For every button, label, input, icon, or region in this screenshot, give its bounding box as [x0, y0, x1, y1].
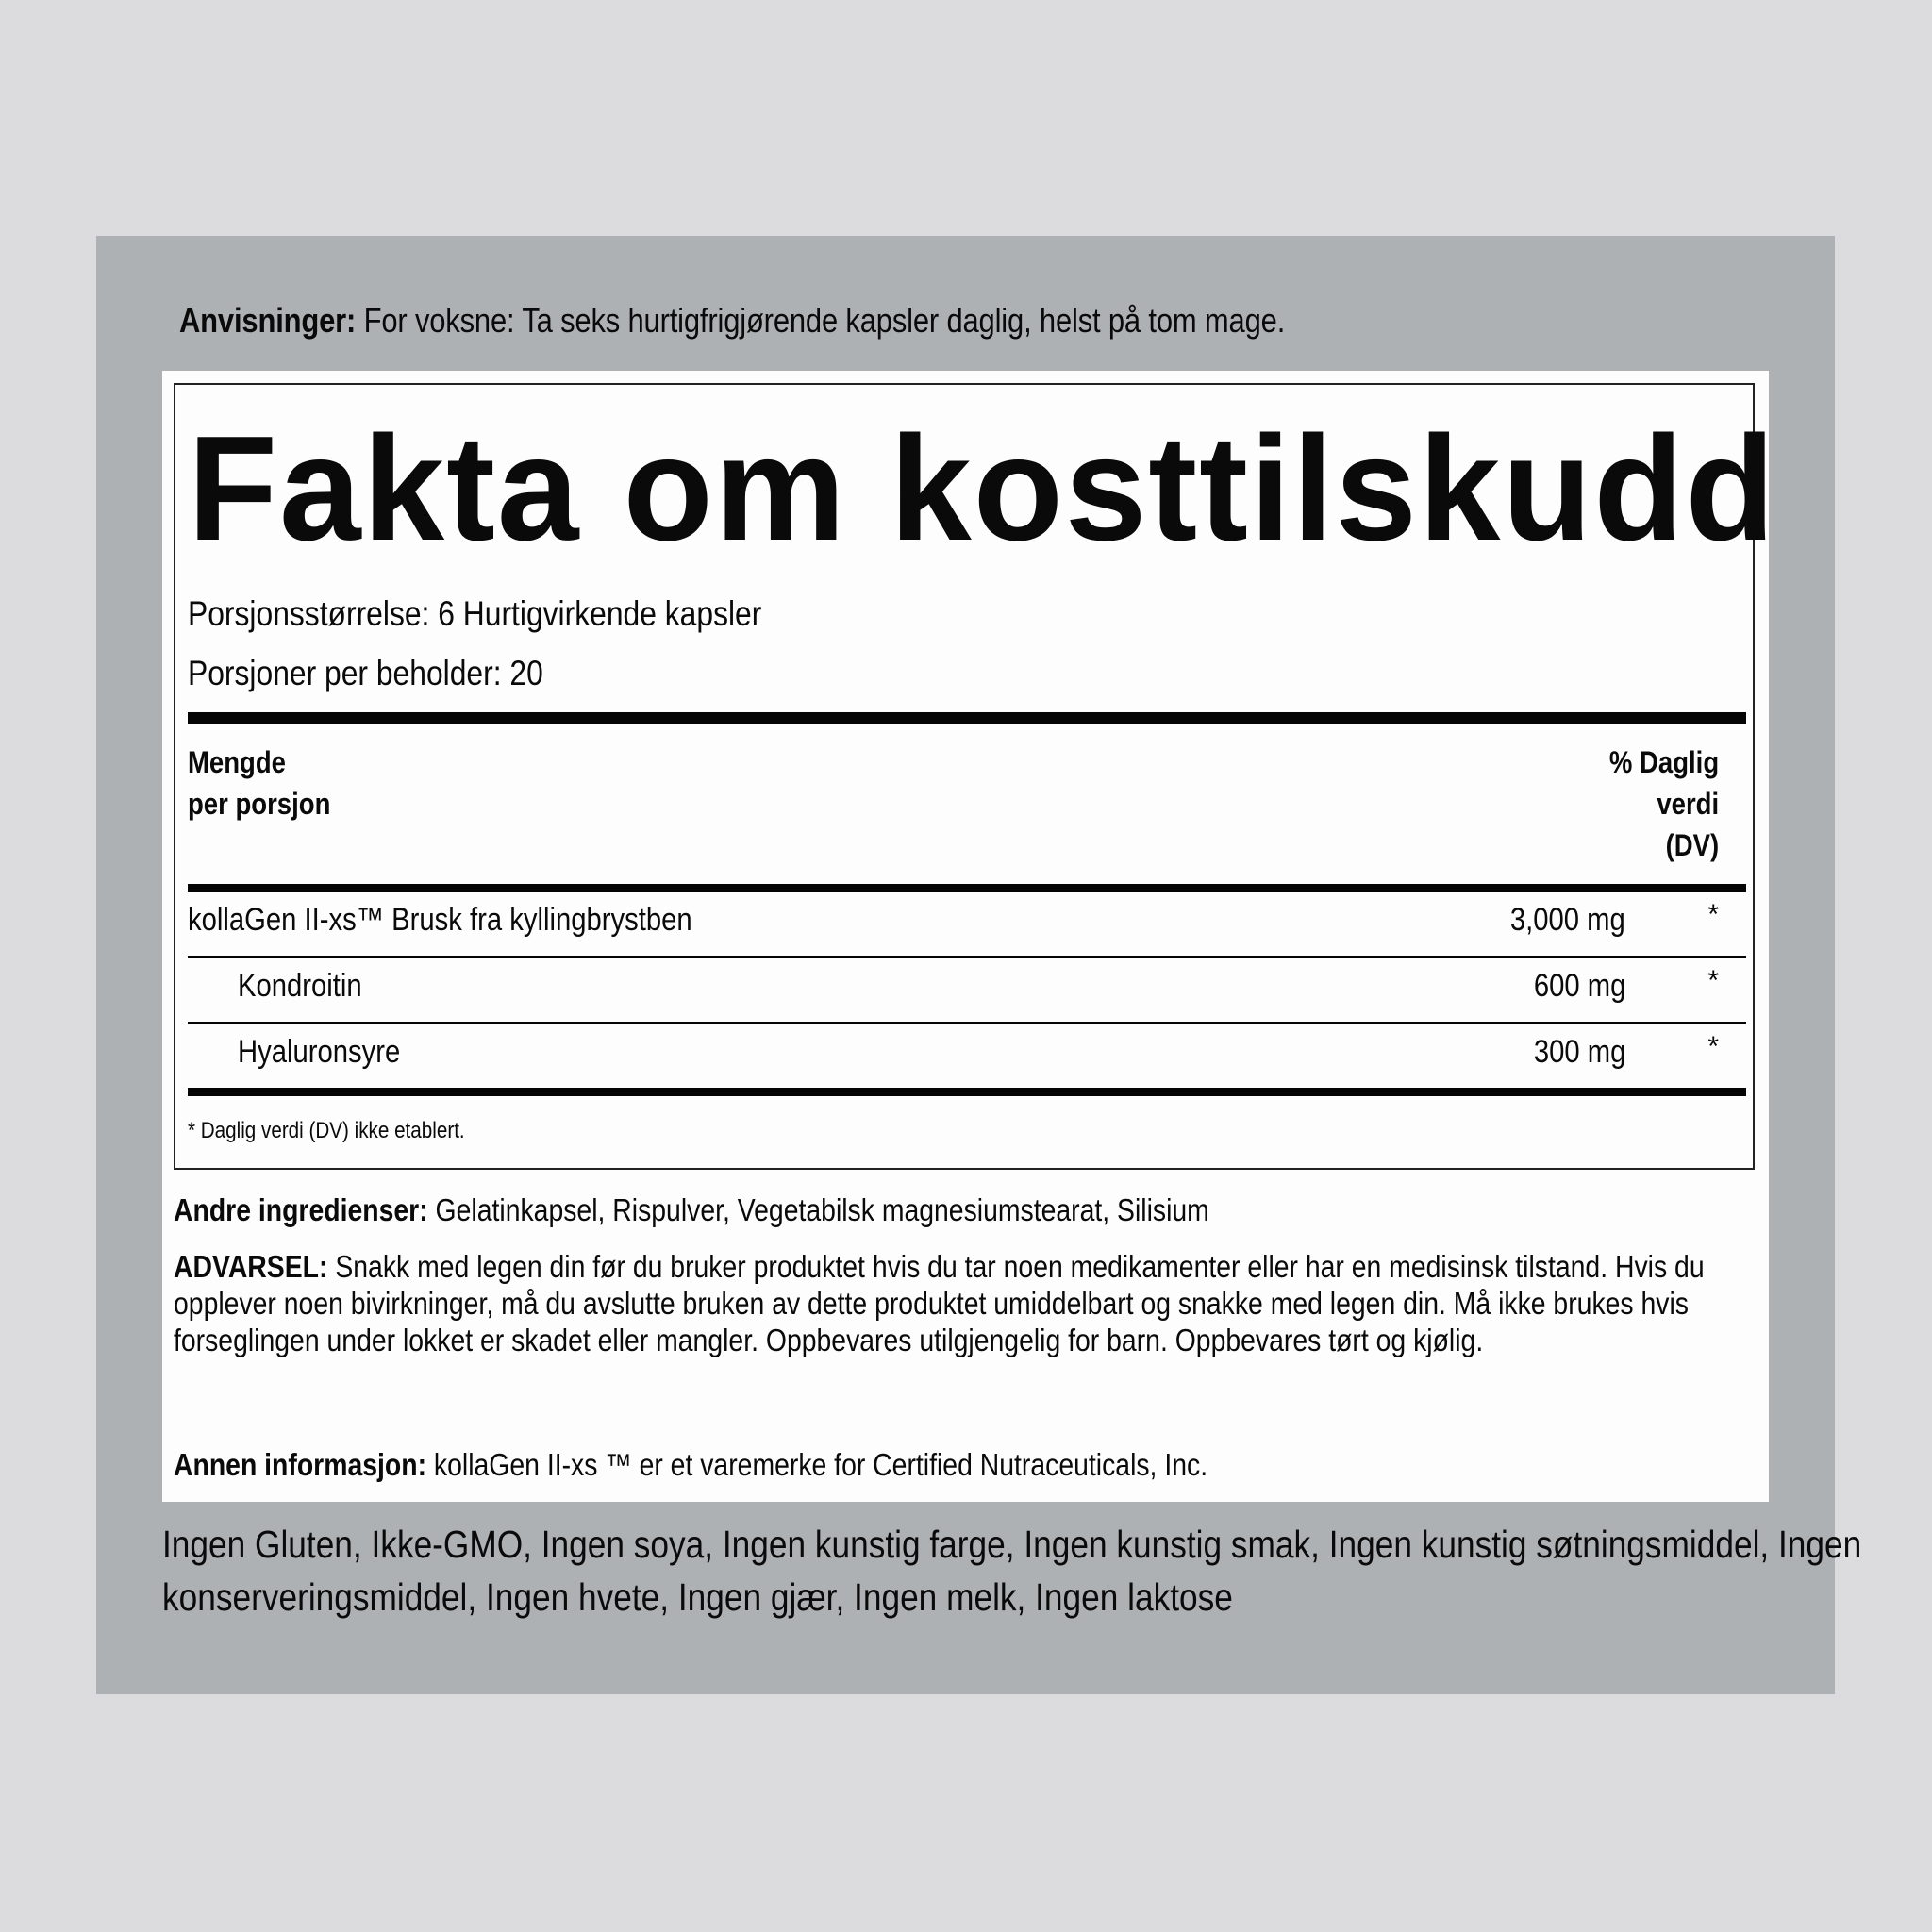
- other-ingredients-label: Andre ingredienser:: [174, 1192, 428, 1227]
- header-right-line: verdi: [1657, 787, 1719, 821]
- ingredient-amount: 3,000 mg: [1510, 902, 1625, 938]
- thick-divider: [188, 1088, 1746, 1096]
- ingredient-amount: 300 mg: [1533, 1034, 1625, 1070]
- thick-divider: [188, 884, 1746, 892]
- warning: [174, 1248, 1747, 1358]
- other-information: [174, 1446, 1747, 1483]
- header-right-line: % Daglig: [1608, 745, 1719, 779]
- header-left-line: Mengde: [188, 745, 286, 779]
- directions-text: For voksne: Ta seks hurtigfrigjørende kapsler daglig, helst på tom mage.: [356, 301, 1286, 340]
- thin-divider: [188, 1022, 1746, 1024]
- serving-size: Porsjonsstørrelse: 6 Hurtigvirkende kapsler: [188, 594, 762, 633]
- supplement-facts-box: [174, 383, 1777, 1170]
- directions-label: Anvisninger:: [179, 301, 357, 340]
- ingredient-dv: *: [1707, 899, 1719, 930]
- dv-footnote: * Daglig verdi (DV) ikke etablert.: [188, 1118, 465, 1143]
- supplement-facts-title: Fakta om kosttilskudd: [188, 406, 1777, 572]
- free-from-claims: Ingen Gluten, Ikke-GMO, Ingen soya, Ingen kunstig farge, Ingen kunstig smak, Ingen kunstig søtningsmiddel, Ingen konserveringsmiddel, Ingen hvete, Ingen gjær, Ingen melk, Ingen laktose: [162, 1523, 1862, 1619]
- warning-text: Snakk med legen din før du bruker produktet hvis du tar noen medikamenter eller har en medisinsk tilstand. Hvis du opplever noen bivirkninger, må du avslutte bruken av dette produktet umiddelbart og snakke med legen din. Må ikke brukes hvis forseglingen under lokket er skadet eller mangler. Oppbevares utilgjengelig for barn. Oppbevares tørt og kjølig.: [174, 1249, 1705, 1357]
- ingredient-amount: 600 mg: [1533, 968, 1625, 1004]
- other-ingredients: [174, 1191, 1747, 1228]
- servings-per-container: Porsjoner per beholder: 20: [188, 654, 543, 692]
- daily-value-header: [1609, 741, 1719, 866]
- thick-divider: [188, 712, 1746, 724]
- ingredient-dv: *: [1707, 1031, 1719, 1062]
- other-ingredients-text: Gelatinkapsel, Rispulver, Vegetabilsk magnesiumstearat, Silisium: [427, 1192, 1209, 1227]
- other-information-text: kollaGen II-xs ™ er et varemerke for Certified Nutraceuticals, Inc.: [426, 1447, 1208, 1482]
- warning-label: ADVARSEL:: [174, 1249, 328, 1284]
- header-left-line: per porsjon: [188, 787, 331, 821]
- header-right-line: (DV): [1665, 828, 1719, 862]
- ingredient-name: kollaGen II-xs™ Brusk fra kyllingbrystben: [188, 902, 692, 938]
- other-information-label: Annen informasjon:: [174, 1447, 427, 1482]
- amount-per-serving-header: [188, 741, 330, 824]
- ingredient-name: Kondroitin: [238, 968, 362, 1004]
- ingredient-dv: *: [1707, 965, 1719, 996]
- directions: [179, 298, 1285, 343]
- ingredient-name: Hyaluronsyre: [238, 1034, 401, 1070]
- thin-divider: [188, 956, 1746, 958]
